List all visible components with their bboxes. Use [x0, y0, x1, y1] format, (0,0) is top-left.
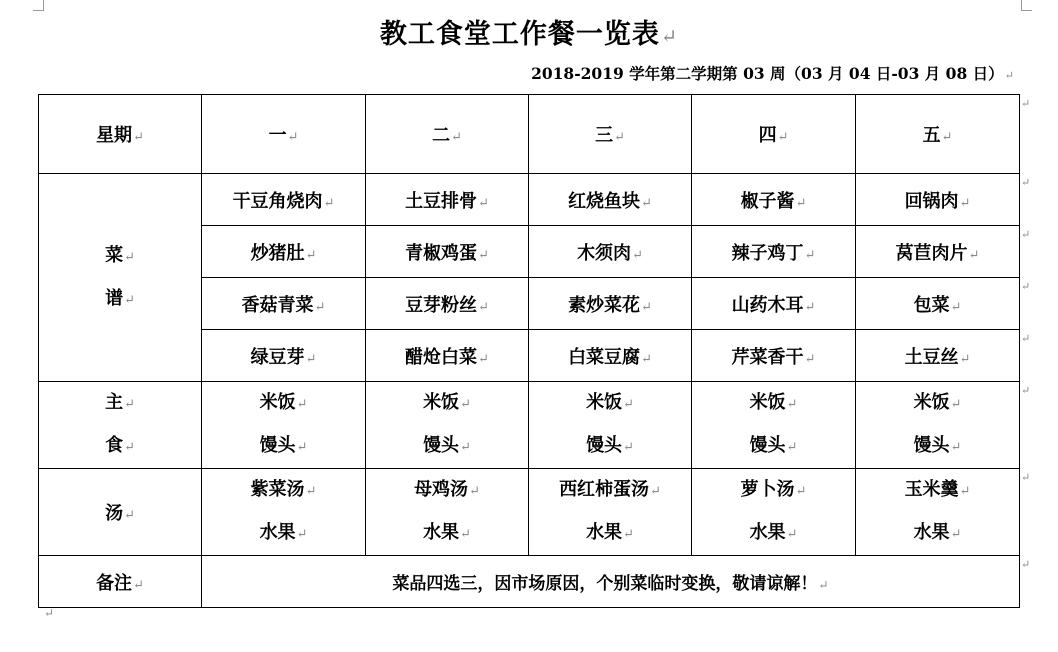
- paragraph-mark: ↵: [478, 299, 489, 315]
- row-end-mark: ↵: [1021, 383, 1031, 397]
- weekday-header-cell: [39, 95, 202, 174]
- dish-cell: [202, 174, 366, 226]
- dish-name: 辣子鸡丁↵: [731, 242, 816, 264]
- menu-table: [38, 94, 1020, 608]
- dish-cell: [366, 174, 529, 226]
- dish-name: 椒子酱↵: [740, 190, 807, 212]
- row-end-mark: ↵: [1021, 227, 1031, 241]
- staple-item: 馒头↵: [749, 435, 798, 456]
- note-text-cell: [202, 556, 1020, 608]
- paragraph-mark: ↵: [124, 397, 135, 412]
- soup-cell: [366, 469, 529, 556]
- dish-cell: [692, 226, 856, 278]
- staple-item: 馒头↵: [423, 435, 471, 456]
- staple-label: 食↵: [105, 435, 135, 456]
- paragraph-mark: ↵: [959, 195, 971, 211]
- dish-cell: [529, 174, 692, 226]
- row-end-mark: ↵: [1021, 96, 1031, 110]
- dish-cell: [692, 278, 856, 330]
- dishes-label: 谱↵: [105, 287, 135, 309]
- dish-cell: [529, 278, 692, 330]
- paragraph-mark: ↵: [124, 440, 135, 455]
- paragraph-mark: ↵: [641, 195, 652, 211]
- soup-item: 水果↵: [913, 522, 962, 543]
- dish-cell: [856, 226, 1020, 278]
- paragraph-mark: ↵: [296, 397, 308, 412]
- week-subtitle: 2018-2019 学年第二学期第 03 周（03 月 04 日-03 月 08 日）↵: [531, 64, 1014, 83]
- soup-label-cell: [39, 469, 202, 556]
- dish-name: 素炒菜花↵: [568, 294, 652, 316]
- soup-label: 汤↵: [105, 503, 135, 524]
- staple-item: 米饭↵: [913, 392, 962, 413]
- dish-name: 青椒鸡蛋↵: [405, 242, 489, 264]
- paragraph-mark: ↵: [124, 249, 135, 265]
- paragraph-mark: ↵: [451, 130, 462, 145]
- paragraph-mark: ↵: [314, 299, 326, 315]
- paragraph-mark: ↵: [323, 195, 335, 211]
- dish-cell: [366, 278, 529, 330]
- dish-cell: [856, 174, 1020, 226]
- day-header-cell: [529, 95, 692, 174]
- staple-item: 米饭↵: [749, 392, 798, 413]
- day-label: 一↵: [268, 125, 299, 146]
- dish-name: 炒猪肚↵: [250, 242, 317, 264]
- weekday-label: 星期↵: [96, 125, 144, 146]
- dish-name: 土豆丝↵: [904, 346, 971, 368]
- day-header-cell: [366, 95, 529, 174]
- soup-row: [39, 469, 1020, 556]
- staple-item: 馒头↵: [913, 435, 962, 456]
- soup-item: 紫菜汤↵: [250, 479, 317, 500]
- paragraph-mark: ↵: [950, 440, 962, 455]
- soup-cell: [856, 469, 1020, 556]
- dish-cell: [529, 226, 692, 278]
- staple-item: 馒头↵: [259, 435, 308, 456]
- staple-item: 米饭↵: [423, 392, 471, 413]
- paragraph-mark: ↵: [786, 397, 798, 412]
- dish-row: [39, 174, 1020, 226]
- paragraph-mark: ↵: [133, 130, 144, 145]
- staple-label: 主↵: [105, 392, 135, 413]
- paragraph-mark: ↵: [133, 577, 144, 593]
- paragraph-mark: ↵: [478, 247, 489, 263]
- dish-cell: [692, 330, 856, 382]
- staple-cell: [366, 382, 529, 469]
- paragraph-mark: ↵: [287, 130, 299, 145]
- paragraph-mark: ↵: [44, 606, 55, 620]
- paragraph-mark: ↵: [950, 527, 962, 542]
- row-end-mark: ↵: [1021, 175, 1031, 189]
- paragraph-mark: ↵: [959, 351, 971, 367]
- paragraph-mark: ↵: [641, 351, 652, 367]
- note-text: 菜品四选三，因市场原因，个别菜临时变换，敬请谅解！↵: [392, 574, 829, 594]
- paragraph-mark: ↵: [623, 440, 634, 455]
- soup-item: 母鸡汤↵: [414, 479, 480, 500]
- paragraph-mark: ↵: [124, 292, 135, 308]
- dish-name: 土豆排骨↵: [405, 190, 489, 212]
- paragraph-mark: ↵: [460, 527, 471, 542]
- paragraph-mark: ↵: [786, 440, 798, 455]
- paragraph-mark: ↵: [950, 299, 962, 315]
- paragraph-mark: ↵: [804, 247, 816, 263]
- paragraph-mark: ↵: [818, 578, 829, 592]
- soup-cell: [529, 469, 692, 556]
- dish-cell: [692, 174, 856, 226]
- staple-label-cell: [39, 382, 202, 469]
- paragraph-mark: ↵: [959, 484, 971, 499]
- paragraph-mark: ↵: [305, 247, 317, 263]
- dish-name: 豆芽粉丝↵: [405, 294, 489, 316]
- dish-cell: [529, 330, 692, 382]
- dish-name: 绿豆芽↵: [250, 346, 317, 368]
- dish-cell: [366, 330, 529, 382]
- staple-cell: [856, 382, 1020, 469]
- soup-cell: [202, 469, 366, 556]
- dishes-label-cell: [39, 174, 202, 382]
- page-corner-mark-right: [1021, 0, 1032, 11]
- soup-item: 水果↵: [749, 522, 798, 543]
- paragraph-mark: ↵: [786, 527, 798, 542]
- soup-cell: [692, 469, 856, 556]
- note-label: 备注↵: [96, 572, 144, 594]
- row-end-mark: ↵: [1021, 331, 1031, 345]
- note-label-cell: [39, 556, 202, 608]
- paragraph-mark: ↵: [777, 130, 789, 145]
- paragraph-mark: ↵: [296, 527, 308, 542]
- staple-item: 米饭↵: [586, 392, 634, 413]
- paragraph-mark: ↵: [950, 397, 962, 412]
- day-label: 二↵: [432, 125, 462, 146]
- paragraph-mark: ↵: [804, 299, 816, 315]
- row-end-mark: ↵: [1021, 470, 1031, 484]
- header-row: [39, 95, 1020, 174]
- paragraph-mark: ↵: [641, 299, 652, 315]
- paragraph-mark: ↵: [460, 397, 471, 412]
- soup-item: 西红柿蛋汤↵: [559, 479, 661, 500]
- row-end-mark: ↵: [1021, 279, 1031, 293]
- dish-cell: [856, 278, 1020, 330]
- day-header-cell: [202, 95, 366, 174]
- dish-cell: [366, 226, 529, 278]
- paragraph-mark: ↵: [650, 484, 661, 499]
- paragraph-mark: ↵: [469, 484, 480, 499]
- dish-name: 醋炝白菜↵: [405, 346, 489, 368]
- dishes-label: 菜↵: [105, 244, 135, 266]
- paragraph-mark: ↵: [305, 351, 317, 367]
- staple-row: [39, 382, 1020, 469]
- paragraph-mark: ↵: [478, 351, 489, 367]
- paragraph-mark: ↵: [460, 440, 471, 455]
- dish-cell: [202, 278, 366, 330]
- dish-name: 芹菜香干↵: [731, 346, 816, 368]
- soup-item: 水果↵: [423, 522, 471, 543]
- row-end-mark: ↵: [1021, 557, 1031, 571]
- staple-cell: [529, 382, 692, 469]
- soup-item: 水果↵: [259, 522, 308, 543]
- dish-name: 木须肉↵: [577, 242, 643, 264]
- dish-name: 红烧鱼块↵: [568, 190, 652, 212]
- dish-name: 包菜↵: [913, 294, 962, 316]
- staple-item: 米饭↵: [259, 392, 308, 413]
- day-label: 五↵: [922, 125, 953, 146]
- paragraph-mark: ↵: [305, 484, 317, 499]
- paragraph-mark: ↵: [296, 440, 308, 455]
- staple-cell: [692, 382, 856, 469]
- paragraph-mark: ↵: [941, 130, 953, 145]
- day-header-cell: [692, 95, 856, 174]
- dish-cell: [856, 330, 1020, 382]
- day-header-cell: [856, 95, 1020, 174]
- soup-item: 萝卜汤↵: [740, 479, 807, 500]
- paragraph-mark: ↵: [968, 247, 980, 263]
- day-label: 四↵: [758, 125, 789, 146]
- soup-item: 水果↵: [586, 522, 634, 543]
- paragraph-mark: ↵: [804, 351, 816, 367]
- page-corner-mark-left: [33, 0, 44, 11]
- dish-name: 香菇青菜↵: [241, 294, 326, 316]
- paragraph-mark: ↵: [623, 527, 634, 542]
- paragraph-mark: ↵: [795, 195, 807, 211]
- soup-item: 玉米羹↵: [904, 479, 971, 500]
- day-label: 三↵: [595, 125, 625, 146]
- dish-name: 回锅肉↵: [904, 190, 971, 212]
- paragraph-mark: ↵: [124, 508, 135, 523]
- paragraph-mark: ↵: [623, 397, 634, 412]
- dish-cell: [202, 226, 366, 278]
- dish-name: 干豆角烧肉↵: [232, 190, 335, 212]
- document-title: 教工食堂工作餐一览表↵: [379, 19, 679, 50]
- dish-name: 莴苣肉片↵: [895, 242, 980, 264]
- staple-cell: [202, 382, 366, 469]
- staple-item: 馒头↵: [586, 435, 634, 456]
- dish-name: 白菜豆腐↵: [568, 346, 652, 368]
- paragraph-mark: ↵: [478, 195, 489, 211]
- paragraph-mark: ↵: [632, 247, 643, 263]
- dish-name: 山药木耳↵: [731, 294, 816, 316]
- dish-cell: [202, 330, 366, 382]
- paragraph-mark: ↵: [795, 484, 807, 499]
- note-row: [39, 556, 1020, 608]
- paragraph-mark: ↵: [614, 130, 625, 145]
